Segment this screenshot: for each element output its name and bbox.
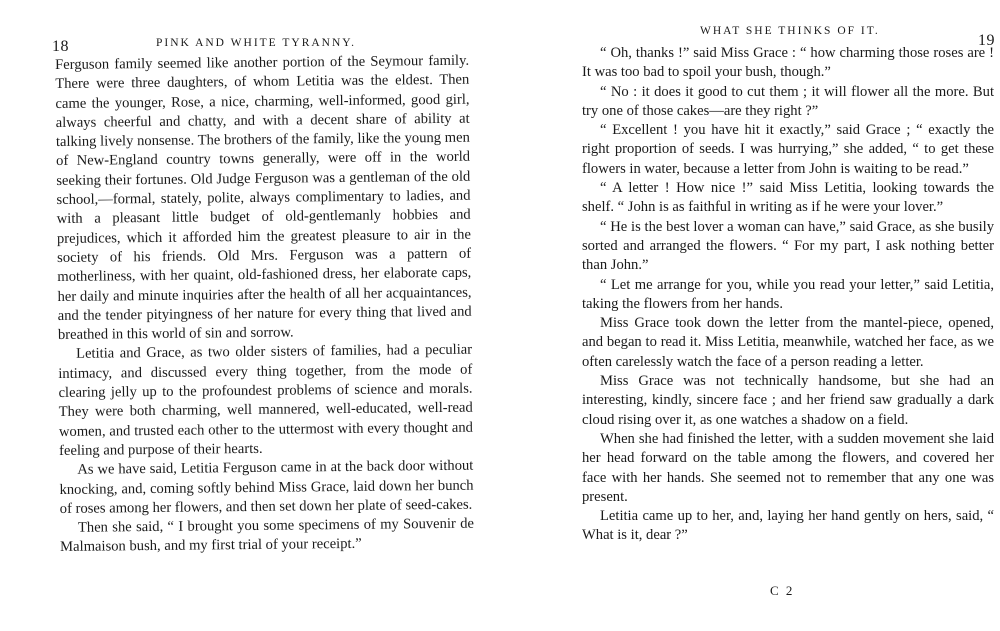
page-number-right: 19 xyxy=(978,32,995,49)
left-page-body xyxy=(55,52,474,558)
right-page xyxy=(500,0,1000,631)
paragraph: As we have said, Letitia Ferguson came in at the back door without knocking, and, coming softly behind Miss Grace, laid down her bunch of roses among her flowers, and then set down her plate of seed-cakes. xyxy=(59,457,474,517)
paragraph: Miss Grace was not technically handsome, but she had an interesting, kindly, sincere face ; and her friend saw gradually a dark cloud rising over it, as one watches a shadow on a field. xyxy=(582,373,994,428)
paragraph: Then she said, “ I brought you some specimens of my Souvenir de Malmaison bush, and my first trial of your receipt.” xyxy=(60,515,475,556)
running-head-left: PINK AND WHITE TYRANNY. xyxy=(156,37,356,49)
paragraph: “ Oh, thanks !” said Miss Grace : “ how charming those roses are ! It was too bad to spoil your bush, though.” xyxy=(582,45,994,81)
signature-mark: C 2 xyxy=(770,583,795,598)
paragraph: When she had finished the letter, with a sudden movement she laid her head forward on the table among the flowers, and covered her face with her hands. She seemed not to remember that any one was present. xyxy=(582,430,994,505)
paragraph: “ Excellent ! you have hit it exactly,” said Grace ; “ exactly the right proportion of seeds. I was hurrying,” she added, “ to get these flowers in water, because a letter from John is waiting to be read.” xyxy=(582,122,994,177)
paragraph: “ Let me arrange for you, while you read your letter,” said Letitia, taking the flowers from her hands. xyxy=(582,276,994,312)
paragraph: Letitia came up to her, and, laying her hand gently on hers, said, “ What is it, dear ?” xyxy=(582,508,994,544)
paragraph: Miss Grace took down the letter from the mantel-piece, opened, and began to read it. Miss Letitia, meanwhile, watched her face, as we often carelessly watch the face of a person reading a letter. xyxy=(582,315,994,370)
paragraph: Ferguson family seemed like another portion of the Seymour family. There were three daughters, of whom Letitia was the eldest. Then came the younger, Rose, a nice, charming, well-informed, good girl, always cheerful and chatty, and with a decent share of ability at talking lively nonsense. The brothers of the family, like the young men of New-England country towns generally, were off in the world seeking their fortunes. Old Judge Ferguson was a gentleman of the old school,—formal, stately, polite, always complimentary to ladies, and with a pleasant little budget of old-gentlemanly hobbies and prejudices, which it afforded him the greatest pleasure to air in the society of his friends. Old Mrs. Ferguson was a pattern of motherliness, with her quaint, old-fashioned dress, her elaborate caps, her daily and minute inquiries after the health of all her acquaintances, and the tender pityingness of her nature for every thing that lived and breathed in this world of sin and sorrow. xyxy=(55,52,472,344)
paragraph: “ No : it does it good to cut them ; it will flower all the more. But try one of those cakes—are they right ?” xyxy=(582,83,994,119)
paragraph: Letitia and Grace, as two older sisters of families, had a peculiar intimacy, and discussed every thing together, from the mode of clearing jelly up to the profoundest problems of science and morals. They were both charming, well mannered, well-educated, well-read women, and trusted each other to the uttermost with every thought and feeling and purpose of their hearts. xyxy=(58,342,473,459)
paragraph: “ A letter ! How nice !” said Miss Letitia, looking towards the shelf. “ John is as faithful in writing as if he were your lover.” xyxy=(582,180,994,216)
paragraph: “ He is the best lover a woman can have,” said Grace, as she busily sorted and arranged the flowers. “ For my part, I ask nothing better than John.” xyxy=(582,218,994,274)
page-number-left: 18 xyxy=(52,38,69,55)
right-page-body xyxy=(582,44,994,546)
running-head-right: WHAT SHE THINKS OF IT. xyxy=(700,25,880,37)
